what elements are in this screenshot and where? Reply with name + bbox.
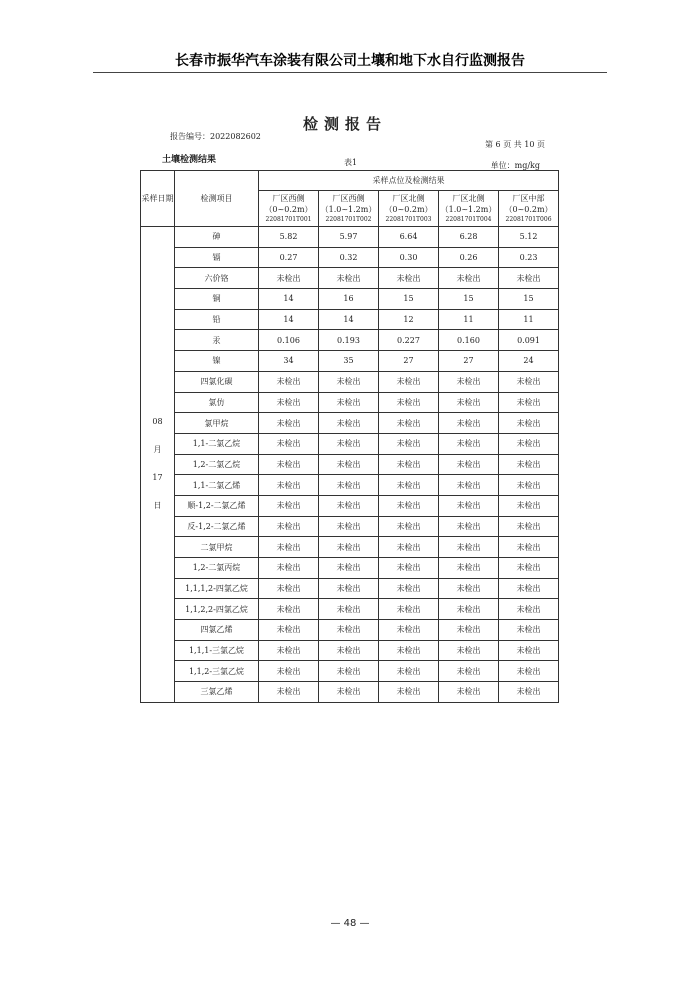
value-cell: 未检出: [259, 661, 319, 682]
value-cell: 未检出: [499, 578, 559, 599]
table-row: [141, 682, 559, 703]
value-cell: 27: [439, 351, 499, 372]
value-cell: 6.28: [439, 227, 499, 248]
value-cell: 0.30: [379, 247, 439, 268]
value-cell: 未检出: [439, 661, 499, 682]
section-title: 土壤检测结果: [162, 155, 217, 165]
page-header: 长春市振华汽车涂装有限公司土壤和地下水自行监测报告: [175, 53, 525, 69]
value-cell: 未检出: [499, 433, 559, 454]
item-cell: 氯甲烷: [175, 413, 259, 434]
item-cell: 1,1,2,2-四氯乙烷: [175, 599, 259, 620]
value-cell: 未检出: [319, 495, 379, 516]
value-cell: 未检出: [499, 475, 559, 496]
value-cell: 16: [319, 289, 379, 310]
table-row: [141, 351, 559, 372]
value-cell: 未检出: [439, 475, 499, 496]
value-cell: 未检出: [319, 537, 379, 558]
location-header-cell: [379, 191, 439, 227]
location-depth: （1.0~1.2m）: [320, 204, 377, 214]
table-row: [141, 516, 559, 537]
value-cell: 未检出: [439, 413, 499, 434]
location-header-cell: [319, 191, 379, 227]
value-cell: 未检出: [319, 475, 379, 496]
value-cell: 未检出: [439, 371, 499, 392]
value-cell: 0.23: [499, 247, 559, 268]
location-name: 厂区中部: [512, 193, 545, 203]
report-number: 报告编号：2022082602: [170, 132, 261, 141]
value-cell: 未检出: [499, 516, 559, 537]
location-header-cell: [439, 191, 499, 227]
value-cell: 未检出: [379, 475, 439, 496]
value-cell: 未检出: [319, 640, 379, 661]
value-cell: 未检出: [439, 599, 499, 620]
value-cell: 未检出: [379, 495, 439, 516]
value-cell: 未检出: [499, 371, 559, 392]
table-row: [141, 558, 559, 579]
value-cell: 未检出: [379, 371, 439, 392]
value-cell: 未检出: [379, 620, 439, 641]
value-cell: 未检出: [379, 640, 439, 661]
sampling-date-cell: [141, 227, 175, 703]
item-cell: 1,1-二氯乙烯: [175, 475, 259, 496]
value-cell: 未检出: [439, 558, 499, 579]
value-cell: 未检出: [259, 433, 319, 454]
value-cell: 未检出: [439, 495, 499, 516]
value-cell: 未检出: [319, 661, 379, 682]
soil-results-table: [140, 170, 559, 703]
item-cell: 1,1-二氯乙烷: [175, 433, 259, 454]
table-row: [141, 330, 559, 351]
value-cell: 35: [319, 351, 379, 372]
value-cell: 未检出: [259, 578, 319, 599]
value-cell: 未检出: [439, 268, 499, 289]
value-cell: 未检出: [499, 413, 559, 434]
value-cell: 未检出: [319, 268, 379, 289]
page-number: — 48 —: [330, 918, 370, 929]
value-cell: 未检出: [499, 558, 559, 579]
table-row: [141, 392, 559, 413]
location-depth: （1.0~1.2m）: [440, 204, 497, 214]
date-part: 17: [152, 473, 163, 483]
value-cell: 0.091: [499, 330, 559, 351]
table-row: [141, 289, 559, 310]
location-header-cell: [259, 191, 319, 227]
value-cell: 未检出: [259, 640, 319, 661]
value-cell: 未检出: [439, 516, 499, 537]
value-cell: 未检出: [499, 682, 559, 703]
value-cell: 未检出: [319, 392, 379, 413]
value-cell: 11: [439, 309, 499, 330]
value-cell: 27: [379, 351, 439, 372]
header-divider: [93, 72, 607, 73]
value-cell: 5.97: [319, 227, 379, 248]
value-cell: 14: [259, 289, 319, 310]
location-code: 22081701T002: [325, 215, 372, 223]
location-name: 厂区西侧: [272, 193, 305, 203]
location-header-cell: [499, 191, 559, 227]
table-row: [141, 620, 559, 641]
value-cell: 未检出: [499, 661, 559, 682]
value-cell: 未检出: [439, 640, 499, 661]
value-cell: 15: [379, 289, 439, 310]
value-cell: 5.12: [499, 227, 559, 248]
value-cell: 未检出: [499, 599, 559, 620]
table-row: [141, 537, 559, 558]
item-cell: 1,2-二氯丙烷: [175, 558, 259, 579]
scanned-report: [130, 95, 560, 735]
value-cell: 未检出: [259, 537, 319, 558]
value-cell: 15: [499, 289, 559, 310]
table-row: [141, 661, 559, 682]
date-part: 日: [153, 501, 162, 511]
value-cell: 0.227: [379, 330, 439, 351]
value-cell: 0.27: [259, 247, 319, 268]
value-cell: 未检出: [319, 516, 379, 537]
location-code: 22081701T004: [445, 215, 492, 223]
table-body: [141, 227, 559, 703]
value-cell: 14: [319, 309, 379, 330]
value-cell: 未检出: [439, 620, 499, 641]
item-cell: 1,1,1,2-四氯乙烷: [175, 578, 259, 599]
location-name: 厂区北侧: [452, 193, 485, 203]
item-cell: 1,1,2-三氯乙烷: [175, 661, 259, 682]
value-cell: 未检出: [379, 661, 439, 682]
location-code: 22081701T003: [385, 215, 432, 223]
item-cell: 四氯乙烯: [175, 620, 259, 641]
column-header-date: 采样日期: [141, 171, 175, 227]
value-cell: 未检出: [259, 599, 319, 620]
table-row: [141, 309, 559, 330]
value-cell: 未检出: [259, 268, 319, 289]
value-cell: 未检出: [439, 392, 499, 413]
value-cell: 0.32: [319, 247, 379, 268]
table-row: [141, 475, 559, 496]
report-title: 检测报告: [302, 115, 387, 133]
value-cell: 未检出: [379, 268, 439, 289]
value-cell: 未检出: [319, 578, 379, 599]
table-row: [141, 433, 559, 454]
value-cell: 6.64: [379, 227, 439, 248]
table-row: [141, 640, 559, 661]
value-cell: 未检出: [379, 433, 439, 454]
value-cell: 未检出: [379, 558, 439, 579]
value-cell: 11: [499, 309, 559, 330]
item-cell: 四氯化碳: [175, 371, 259, 392]
table-row: [141, 495, 559, 516]
table-row: [141, 413, 559, 434]
table-row: [141, 371, 559, 392]
value-cell: 0.160: [439, 330, 499, 351]
item-cell: 氯仿: [175, 392, 259, 413]
value-cell: 未检出: [259, 392, 319, 413]
item-cell: 铜: [175, 289, 259, 310]
value-cell: 未检出: [259, 516, 319, 537]
item-cell: 1,1,1-三氯乙烷: [175, 640, 259, 661]
value-cell: 未检出: [439, 537, 499, 558]
item-cell: 顺-1,2-二氯乙烯: [175, 495, 259, 516]
table-header-row: [141, 171, 559, 191]
unit-label: 单位：mg/kg: [490, 161, 540, 170]
value-cell: 未检出: [379, 537, 439, 558]
value-cell: 未检出: [379, 682, 439, 703]
value-cell: 12: [379, 309, 439, 330]
value-cell: 14: [259, 309, 319, 330]
value-cell: 未检出: [439, 578, 499, 599]
value-cell: 0.106: [259, 330, 319, 351]
column-header-group: 采样点位及检测结果: [259, 171, 559, 191]
value-cell: 未检出: [319, 558, 379, 579]
value-cell: 未检出: [499, 620, 559, 641]
value-cell: 未检出: [499, 640, 559, 661]
location-code: 22081701T006: [505, 215, 552, 223]
value-cell: 未检出: [259, 371, 319, 392]
value-cell: 未检出: [259, 682, 319, 703]
value-cell: 未检出: [379, 599, 439, 620]
column-header-item: 检测项目: [175, 171, 259, 227]
value-cell: 未检出: [319, 454, 379, 475]
value-cell: 未检出: [319, 599, 379, 620]
value-cell: 34: [259, 351, 319, 372]
value-cell: 未检出: [319, 413, 379, 434]
value-cell: 24: [499, 351, 559, 372]
value-cell: 未检出: [499, 537, 559, 558]
item-cell: 六价铬: [175, 268, 259, 289]
item-cell: 镍: [175, 351, 259, 372]
value-cell: 未检出: [379, 454, 439, 475]
table-row: [141, 247, 559, 268]
table-number: 表1: [344, 158, 358, 167]
value-cell: 未检出: [379, 516, 439, 537]
item-cell: 砷: [175, 227, 259, 248]
page-count: 第 6 页 共 10 页: [485, 140, 545, 149]
location-name: 厂区西侧: [332, 193, 365, 203]
table-row: [141, 268, 559, 289]
item-cell: 镉: [175, 247, 259, 268]
value-cell: 未检出: [499, 392, 559, 413]
value-cell: 未检出: [259, 558, 319, 579]
value-cell: 未检出: [319, 682, 379, 703]
item-cell: 汞: [175, 330, 259, 351]
value-cell: 未检出: [259, 495, 319, 516]
value-cell: 0.193: [319, 330, 379, 351]
table-row: [141, 578, 559, 599]
value-cell: 未检出: [259, 454, 319, 475]
value-cell: 0.26: [439, 247, 499, 268]
date-part: 月: [153, 445, 162, 455]
value-cell: 未检出: [319, 620, 379, 641]
value-cell: 未检出: [259, 413, 319, 434]
value-cell: 5.82: [259, 227, 319, 248]
location-code: 22081701T001: [265, 215, 312, 223]
value-cell: 未检出: [439, 454, 499, 475]
value-cell: 未检出: [379, 578, 439, 599]
location-depth: （0~0.2m）: [264, 204, 313, 214]
value-cell: 未检出: [319, 433, 379, 454]
value-cell: 15: [439, 289, 499, 310]
item-cell: 1,2-二氯乙烷: [175, 454, 259, 475]
location-depth: （0~0.2m）: [384, 204, 433, 214]
item-cell: 铅: [175, 309, 259, 330]
date-part: 08: [152, 417, 163, 427]
item-cell: 反-1,2-二氯乙烯: [175, 516, 259, 537]
value-cell: 未检出: [379, 413, 439, 434]
value-cell: 未检出: [499, 495, 559, 516]
value-cell: 未检出: [259, 620, 319, 641]
item-cell: 三氯乙烯: [175, 682, 259, 703]
table-row: [141, 454, 559, 475]
table-row: [141, 599, 559, 620]
location-name: 厂区北侧: [392, 193, 425, 203]
location-depth: （0~0.2m）: [504, 204, 553, 214]
value-cell: 未检出: [319, 371, 379, 392]
value-cell: 未检出: [259, 475, 319, 496]
value-cell: 未检出: [439, 682, 499, 703]
table-row: [141, 227, 559, 248]
value-cell: 未检出: [499, 268, 559, 289]
value-cell: 未检出: [499, 454, 559, 475]
item-cell: 二氯甲烷: [175, 537, 259, 558]
value-cell: 未检出: [379, 392, 439, 413]
value-cell: 未检出: [439, 433, 499, 454]
